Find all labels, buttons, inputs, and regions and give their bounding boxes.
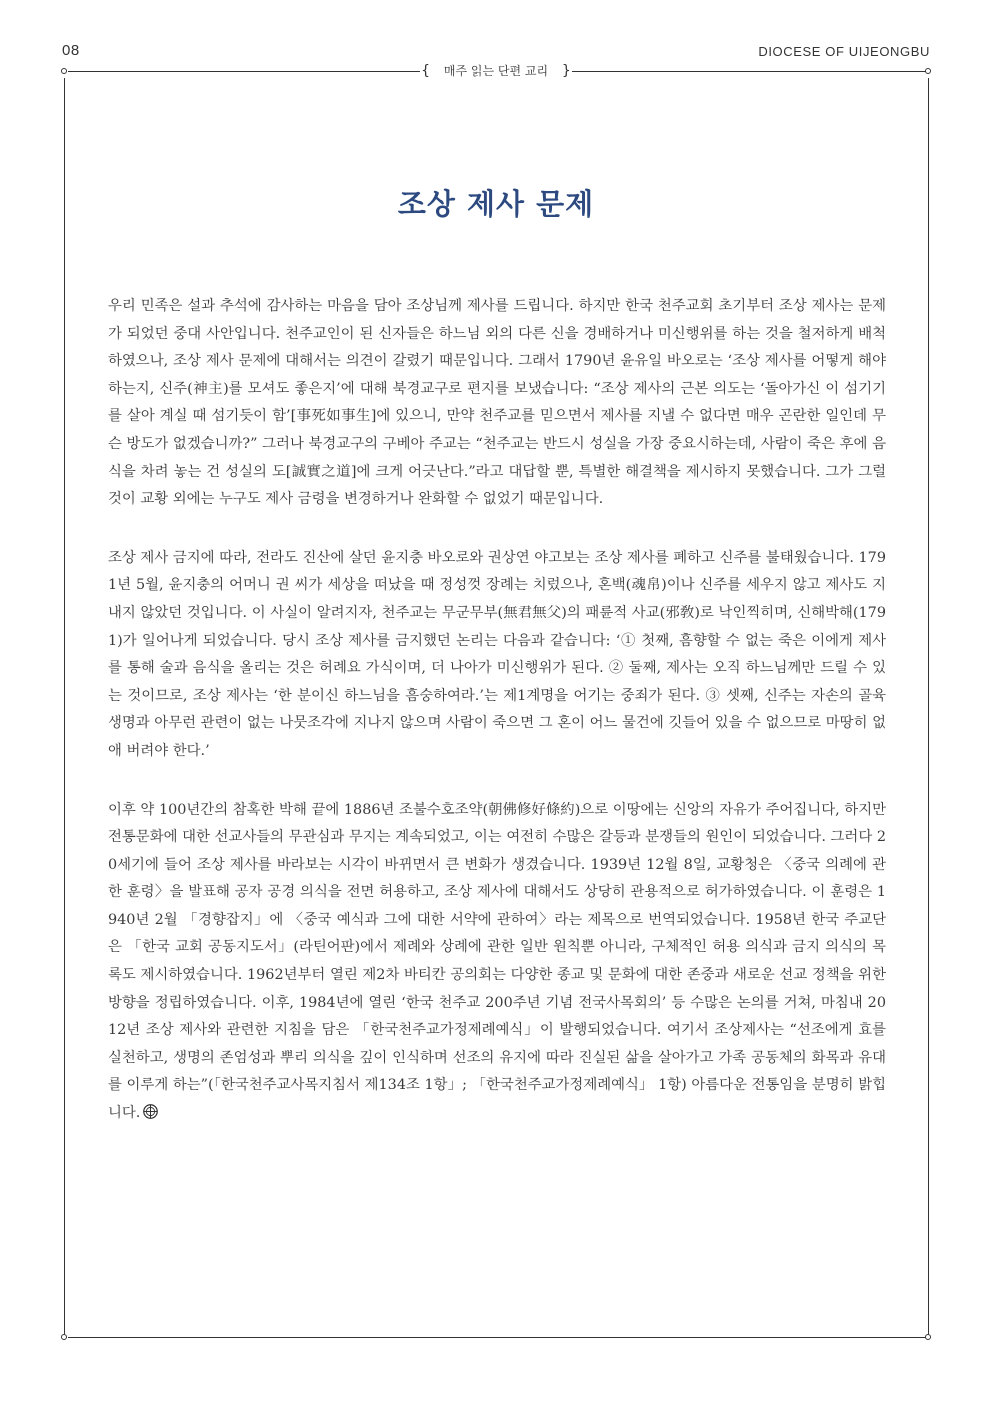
right-rule [928,78,929,1334]
left-rule [64,78,65,1334]
diocese-emblem-icon [143,1104,158,1119]
article-body [108,293,886,1159]
series-brace-open: { [421,63,431,79]
series-brace-close: } [561,63,571,79]
corner-dot-top-right [925,68,931,74]
corner-dot-bottom-right [925,1334,931,1340]
paragraph-2: 조상 제사 금지에 따라, 전라도 진산에 살던 윤지충 바오로와 권상연 야고보는 조상 제사를 폐하고 신주를 불태웠습니다. 1791년 5월, 윤지충의 어머니 권 씨가 세상을 떠났을 때 정성껏 장례는 치렀으나, 혼백(魂帛)이나 신주를 세우지 않고 제사도 지내지 않았던 것입니다. 이 사실이 알려지자, 천주교는 무군무부(無君無父)의 패륜적 사교(邪敎)로 낙인찍히며, 신해박해(1791)가 일어나게 되었습니다. 당시 조상 제사를 금지했던 논리는 다음과 같습니다: ‘① 첫째, 흠향할 수 없는 죽은 이에게 제사를 통해 술과 음식을 올리는 것은 허례요 가식이며, 더 나아가 미신행위가 된다. ② 둘째, 제사는 오직 하느님께만 드릴 수 있는 것이므로, 조상 제사는 ‘한 분이신 하느님을 흠숭하여라.’는 제1계명을 어기는 중죄가 된다. ③ 셋째, 신주는 자손의 골육 생명과 아무런 관련이 없는 나뭇조각에 지나지 않으며 사람이 죽으면 그 혼이 어느 물건에 깃들어 있을 수 없으므로 마땅히 없애 버려야 한다.’ [108,549,886,759]
series-title: 매주 읽는 단편 교리 [443,64,549,78]
corner-dot-bottom-left [61,1334,67,1340]
corner-dot-top-left [61,68,67,74]
diocese-name: DIOCESE OF UIJEONGBU [758,44,930,59]
page-number: 08 [62,42,80,59]
article-title: 조상 제사 문제 [397,187,595,221]
series-label [420,62,572,79]
paragraph-1: 우리 민족은 설과 추석에 감사하는 마음을 담아 조상님께 제사를 드립니다. 하지만 한국 천주교회 초기부터 조상 제사는 문제가 되었던 중대 사안입니다. 천주교인이 된 신자들은 하느님 외의 다른 신을 경배하거나 미신행위를 하는 것을 철저하게 배척하였으나, 조상 제사 문제에 대해서는 의견이 갈렸기 때문입니다. 그래서 1790년 윤유일 바오로는 ‘조상 제사를 어떻게 해야 하는지, 신주(神主)를 모셔도 좋은지’에 대해 북경교구로 편지를 보냈습니다: “조상 제사의 근본 의도는 ‘돌아가신 이 섬기기를 살아 계실 때 섬기듯이 함’[事死如事生]에 있으니, 만약 천주교를 믿으면서 제사를 지낼 수 없다면 매우 곤란한 일인데 무슨 방도가 없겠습니까?” 그러나 북경교구의 구베아 주교는 “천주교는 반드시 성실을 가장 중요시하는데, 사람이 죽은 후에 음식을 차려 놓는 건 성실의 도[誠實之道]에 크게 어긋난다.”라고 대답할 뿐, 특별한 해결책을 제시하지 못했습니다. 그가 그럴 것이 교황 외에는 누구도 제사 금령을 변경하거나 완화할 수 없었기 때문입니다. [108,298,886,508]
bottom-rule [68,1337,926,1338]
paragraph-3 [108,797,886,1128]
paragraph-3-text: 이후 약 100년간의 참혹한 박해 끝에 1886년 조불수호조약(朝佛修好條約)으로 이땅에는 신앙의 자유가 주어집니다, 하지만 전통문화에 대한 선교사들의 무관심과 무지는 계속되었고, 이는 여전히 수많은 갈등과 분쟁들의 원인이 되었습니다. 그러다 20세기에 들어 조상 제사를 바라보는 시각이 바뀌면서 큰 변화가 생겼습니다. 1939년 12월 8일, 교황청은 〈중국 의례에 관한 훈령〉을 발표해 공자 공경 의식을 전면 허용하고, 조상 제사에 대해서도 상당히 관용적으로 허가하였습니다. 이 훈령은 1940년 2월 「경향잡지」에 〈중국 예식과 그에 대한 서약에 관하여〉라는 제목으로 번역되었습니다. 1958년 한국 주교단은 「한국 교회 공동지도서」(라틴어판)에서 제례와 상례에 관한 일반 원칙뿐 아니라, 구체적인 허용 의식과 금지 의식의 목록도 제시하였습니다. 1962년부터 열린 제2차 바티칸 공의회는 다양한 종교 및 문화에 대한 존중과 새로운 선교 정책을 위한 방향을 정립하였습니다. 이후, 1984년에 열린 ‘한국 천주교 200주년 기념 전국사목회의’ 등 수많은 논의를 거쳐, 마침내 2012년 조상 제사와 관련한 지침을 담은 「한국천주교가정제례예식」이 발행되었습니다. 여기서 조상제사는 “선조에게 효를 실천하고, 생명의 존엄성과 뿌리 의식을 깊이 인식하며 선조의 유지에 따라 진실된 삶을 살아가고 가족 공동체의 화목과 유대를 이루게 하는”(「한국천주교사목지침서 제134조 1항」; 「한국천주교가정제례예식」 1항) 아름다운 전통임을 분명히 밝힙니다. [108,801,886,1122]
